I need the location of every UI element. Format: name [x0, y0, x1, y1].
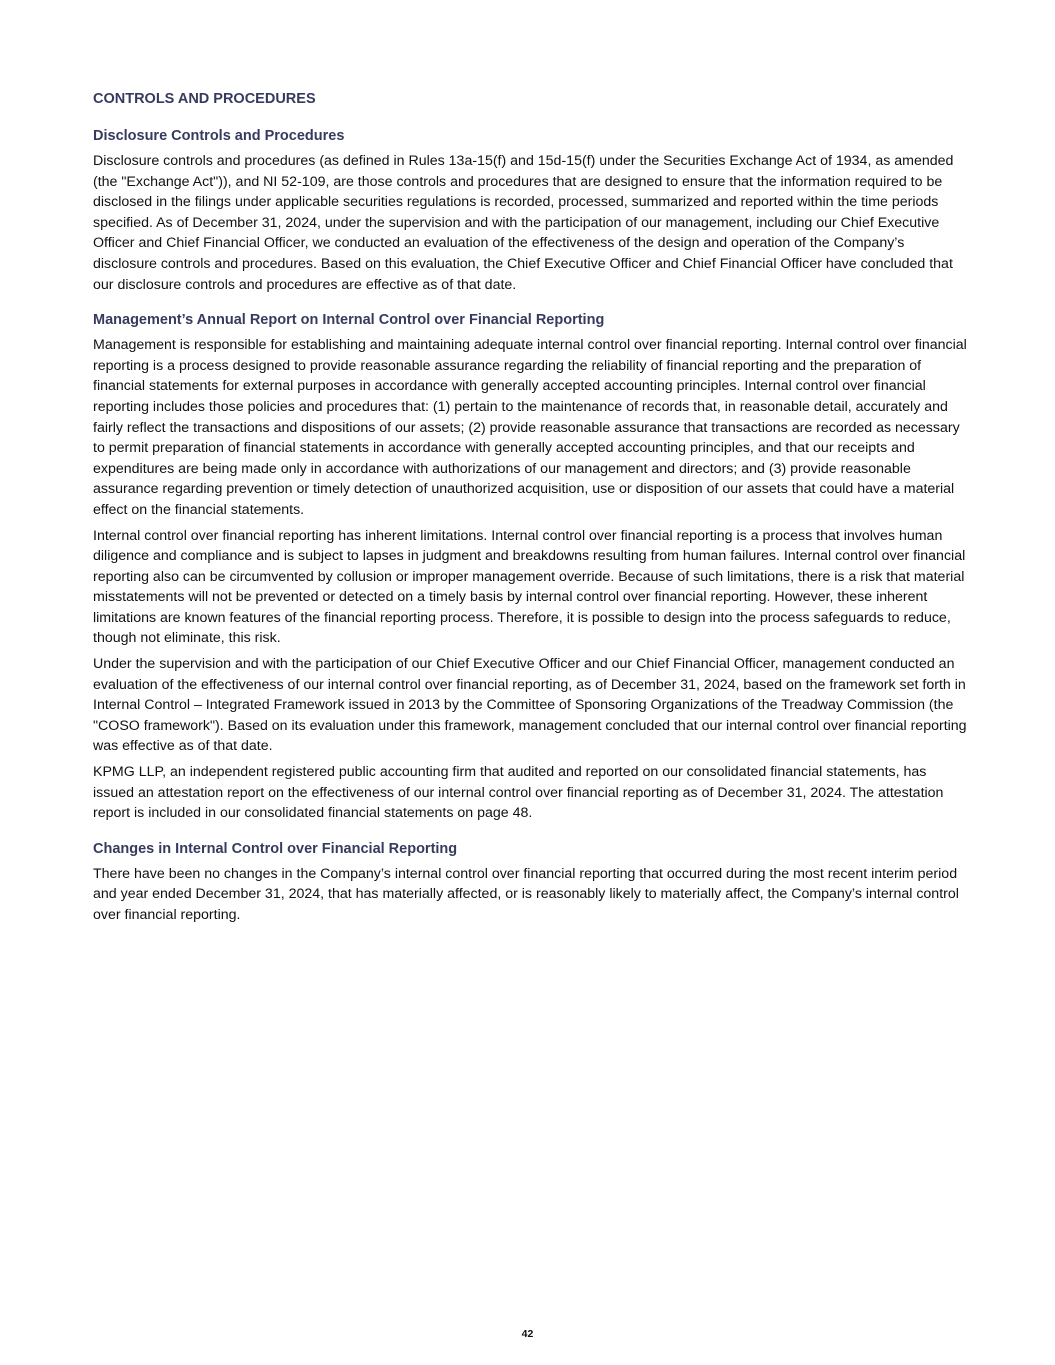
section-disclosure-controls	[93, 126, 967, 295]
paragraph: KPMG LLP, an independent registered public accounting firm that audited and reported on our consolidated financial statements, has issued an attestation report on the effectiveness of our internal control over financial reporting as of December 31, 2024. The attestation report is included in our consolidated financial statements on page 48.	[93, 764, 944, 822]
section-heading: Changes in Internal Control over Financial Reporting	[93, 840, 458, 857]
section-management-report	[93, 310, 967, 824]
paragraph: Under the supervision and with the participation of our Chief Executive Officer and our Chief Financial Officer, management conducted an evaluation of the effectiveness of our internal control over financial reporting, as of December 31, 2024, based on the framework set forth in Internal Control – Integrated Framework issued in 2013 by the Committee of Sponsoring Organizations of the Treadway Commission (the "COSO framework"). Based on its evaluation under this framework, management concluded that our internal control over financial reporting was effective as of that date.	[93, 656, 967, 755]
section-changes-internal-control	[93, 839, 967, 926]
page-number: 42	[521, 1328, 534, 1340]
page-title: CONTROLS AND PROCEDURES	[93, 91, 316, 107]
paragraph: Internal control over financial reporting has inherent limitations. Internal control over financial reporting is a process that involves human diligence and compliance and is subject to lapses in judgment and breakdowns resulting from human failures. Internal control over financial reporting also can be circumvented by collusion or improper management override. Because of such limitations, there is a risk that material misstatements will not be prevented or detected on a timely basis by internal control over financial reporting. However, these inherent limitations are known features of the financial reporting process. Therefore, it is possible to design into the process safeguards to reduce, though not eliminate, this risk.	[93, 527, 966, 647]
paragraph: Management is responsible for establishing and maintaining adequate internal control over financial reporting. Internal control over financial reporting is a process designed to provide reasonable assurance regarding the reliability of financial reporting and the preparation of financial statements for external purposes in accordance with generally accepted accounting principles. Internal control over financial reporting includes those policies and procedures that: (1) pertain to the maintenance of records that, in reasonable detail, accurately and fairly reflect the transactions and dispositions of our assets; (2) provide reasonable assurance that transactions are recorded as necessary to permit preparation of financial statements in accordance with generally accepted accounting principles, and that our receipts and expenditures are being made only in accordance with authorizations of our management and directors; and (3) provide reasonable assurance regarding prevention or timely detection of unauthorized acquisition, use or disposition of our assets that could have a material effect on the financial statements.	[93, 337, 967, 518]
paragraph: There have been no changes in the Company’s internal control over financial reporting that occurred during the most recent interim period and year ended December 31, 2024, that has materially affected, or is reasonably likely to materially affect, the Company’s internal control over financial reporting.	[93, 865, 959, 923]
section-heading: Disclosure Controls and Procedures	[93, 128, 345, 144]
document-page	[93, 89, 967, 941]
paragraph: Disclosure controls and procedures (as defined in Rules 13a-15(f) and 15d-15(f) under the Securities Exchange Act of 1934, as amended (the "Exchange Act")), and NI 52-109, are those controls and procedures that are designed to ensure that the information required to be disclosed in the filings under applicable securities regulations is recorded, processed, summarized and reported within the time periods specified. As of December 31, 2024, under the supervision and with the participation of our management, including our Chief Executive Officer and Chief Financial Officer, we conducted an evaluation of the effectiveness of the design and operation of the Company’s disclosure controls and procedures. Based on this evaluation, the Chief Executive Officer and Chief Financial Officer have concluded that our disclosure controls and procedures are effective as of that date.	[93, 153, 954, 293]
section-heading: Management’s Annual Report on Internal Control over Financial Reporting	[93, 312, 605, 329]
